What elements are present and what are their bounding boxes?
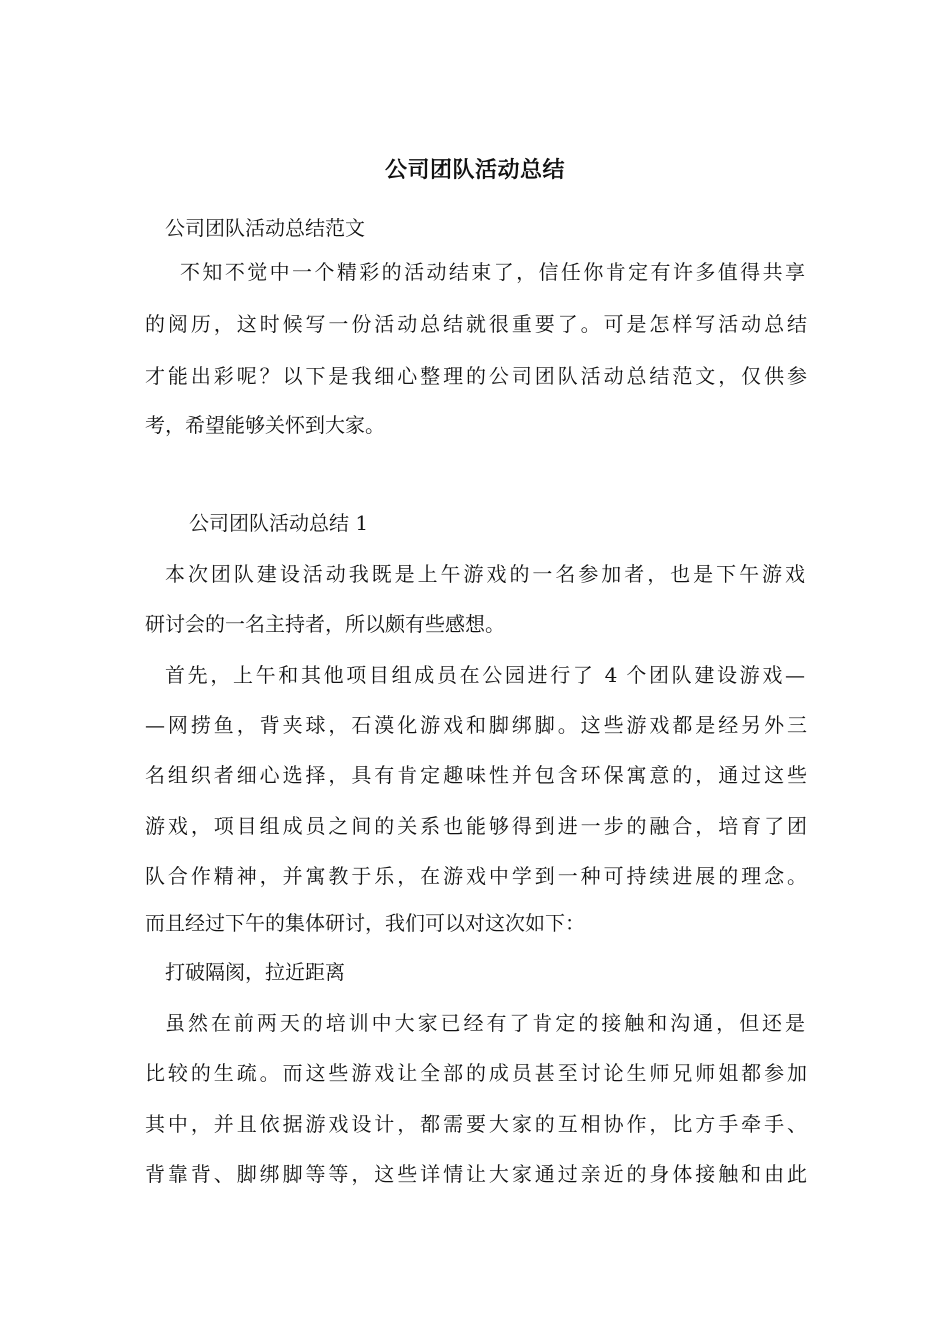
subheading: 打破隔阂，拉近距离 xyxy=(165,960,345,984)
para1-line-1: 本次团队建设活动我既是上午游戏的一名参加者，也是下午游戏 xyxy=(165,562,805,586)
para3-line-1: 虽然在前两天的培训中大家已经有了肯定的接触和沟通，但还是 xyxy=(165,1011,805,1035)
para1-line-2: 研讨会的一名主持者，所以颇有些感想。 xyxy=(145,612,505,636)
document-title: 公司团队活动总结 xyxy=(384,157,565,183)
para3-line-4: 背靠背、脚绑脚等等，这些详情让大家通过亲近的身体接触和由此 xyxy=(145,1162,807,1186)
para2-line-5: 队合作精神，并寓教于乐，在游戏中学到一种可持续进展的理念。 xyxy=(145,864,807,888)
para2-line-3: 名组织者细心选择，具有肯定趣味性并包含环保寓意的，通过这些 xyxy=(145,763,807,787)
section-heading: 公司团队活动总结 1 xyxy=(189,511,369,535)
intro-line-2: 的阅历，这时候写一份活动总结就很重要了。可是怎样写活动总结 xyxy=(145,312,807,336)
para2-line-6: 而且经过下午的集体研讨，我们可以对这次如下： xyxy=(145,911,585,935)
para3-line-2: 比较的生疏。而这些游戏让全部的成员甚至讨论生师兄师姐都参加 xyxy=(145,1061,807,1085)
para2-line-4: 游戏，项目组成员之间的关系也能够得到进一步的融合，培育了团 xyxy=(145,814,807,838)
intro-line-4: 考，希望能够关怀到大家。 xyxy=(145,413,385,437)
intro-line-1: 不知不觉中一个精彩的活动结束了，信任你肯定有许多值得共享 xyxy=(180,260,805,284)
intro-line-3: 才能出彩呢？以下是我细心整理的公司团队活动总结范文，仅供参 xyxy=(145,364,807,388)
document-subtitle: 公司团队活动总结范文 xyxy=(165,216,365,240)
para2-line-2: —网捞鱼，背夹球，石漠化游戏和脚绑脚。这些游戏都是经另外三 xyxy=(145,713,807,737)
para2-line-1: 首先，上午和其他项目组成员在公园进行了 4 个团队建设游戏— xyxy=(165,663,805,687)
para3-line-3: 其中，并且依据游戏设计，都需要大家的互相协作，比方手牵手、 xyxy=(145,1112,807,1136)
